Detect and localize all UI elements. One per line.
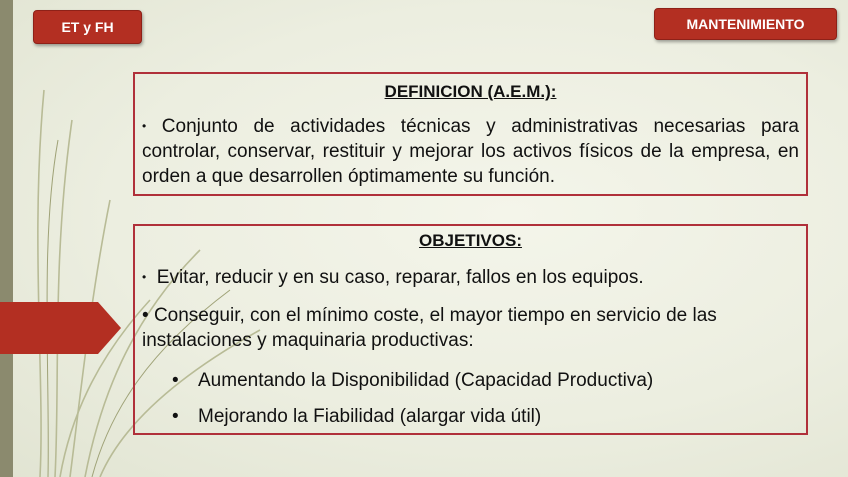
left-decorative-strip bbox=[0, 0, 13, 477]
sub-item-text: Mejorando la Fiabilidad (alargar vida útil) bbox=[198, 406, 542, 427]
arrow-banner-shape bbox=[0, 302, 121, 354]
objective-item bbox=[142, 303, 799, 353]
definition-title: DEFINICION (A.E.M.): bbox=[384, 82, 557, 101]
definition-box bbox=[133, 72, 808, 196]
sub-item-bullet: • bbox=[172, 406, 179, 427]
objective-text: Conseguir, con el mínimo coste, el mayor tiempo en servicio de las instalaciones y maquinaria productivas: bbox=[142, 305, 717, 351]
objective-text: Evitar, reducir y en su caso, reparar, fallos en los equipos. bbox=[156, 267, 644, 288]
definition-text-block bbox=[142, 114, 799, 189]
objectives-title: OBJETIVOS: bbox=[419, 231, 522, 250]
objective-bullet: • bbox=[142, 270, 147, 284]
sub-item-bullet: • bbox=[172, 370, 179, 391]
objective-item bbox=[142, 265, 799, 290]
definition-text: Conjunto de actividades técnicas y administrativas necesarias para controlar, conservar, restituir y mejorar los activos físicos de la empresa, en orden a que desarrollen óptimamente su función. bbox=[142, 116, 799, 187]
objectives-box bbox=[133, 224, 808, 435]
left-tag-label: ET y FH bbox=[61, 19, 114, 35]
sub-item-text: Aumentando la Disponibilidad (Capacidad Productiva) bbox=[198, 370, 654, 391]
objective-sub-item bbox=[172, 368, 653, 393]
objective-bullet: • bbox=[142, 305, 149, 326]
objective-sub-item bbox=[172, 404, 541, 429]
right-tag-label: MANTENIMIENTO bbox=[686, 16, 805, 32]
et-y-fh-tag bbox=[33, 10, 142, 44]
definition-bullet: • bbox=[142, 119, 147, 133]
mantenimiento-tag bbox=[654, 8, 837, 40]
